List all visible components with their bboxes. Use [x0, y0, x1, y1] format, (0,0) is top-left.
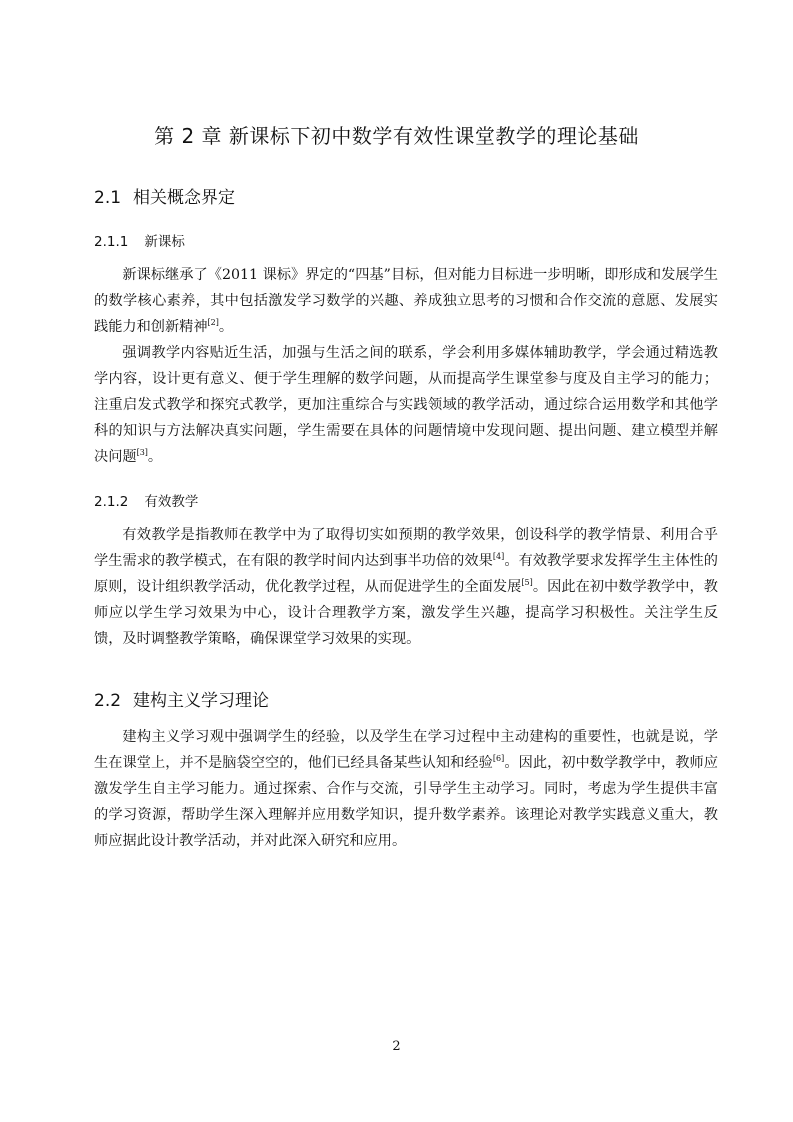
citation: [3]: [136, 448, 148, 457]
text-segment: 。: [147, 449, 163, 465]
paragraph: [94, 724, 718, 854]
citation: [4]: [492, 552, 505, 561]
subsection-title: 新课标: [144, 234, 185, 250]
text-segment: 新课标继承了《2011 课标》界定的“四基”目标，但对能力目标进一步明晰，即形成和发展学生的数学核心素养，其中包括激发学习数学的兴趣、养成独立思考的习惯和合作交流的意愿、发展实践能力和创新精神: [94, 267, 718, 335]
citation: [6]: [492, 754, 505, 763]
paragraph: [94, 262, 718, 340]
section-heading-2-1: [94, 186, 235, 210]
subsection-number: 2.1.1: [94, 234, 129, 250]
text-segment: 。因此在初中数学教学中，教师应以学生学习效果为中心，设计合理教学方案，激发学生兴趣，提高学习积极性。关注学生反馈，及时调整教学策略，确保课堂学习效果的实现。: [94, 579, 718, 647]
text-segment: 。: [218, 319, 234, 335]
text-segment: 强调教学内容贴近生活，加强与生活之间的联系，学会利用多媒体辅助教学，学会通过精选教学内容，设计更有意义、便于学生理解的数学问题，从而提高学生课堂参与度及自主学习的能力；注重启发式教学和探究式教学，更加注重综合与实践领域的教学活动，通过综合运用数学和其他学科的知识与方法解决真实问题，学生需要在具体的问题情境中发现问题、提出问题、建立模型并解决问题: [94, 345, 718, 465]
citation: [2]: [207, 318, 219, 327]
citation: [5]: [521, 578, 533, 587]
section-number: 2.2: [94, 691, 122, 711]
paragraph: [94, 522, 718, 652]
subsection-number: 2.1.2: [94, 494, 129, 510]
text-segment: 建构主义学习观中强调学生的经验，以及学生在学习过程中主动建构的重要性，也就是说，学生在课堂上，并不是脑袋空空的，他们已经具备某些认知和经验: [94, 729, 718, 771]
text-segment: 。有效教学要求发挥学生主体性的原则，设计组织教学活动，优化教学过程，从而促进学生的全面发展: [94, 553, 718, 595]
subsection-title: 有效教学: [144, 494, 199, 510]
section-number: 2.1: [94, 188, 122, 208]
section-heading-2-2: [94, 689, 269, 713]
section-title: 相关概念界定: [133, 188, 236, 208]
chapter-title: 第 2 章 新课标下初中数学有效性课堂教学的理论基础: [154, 124, 639, 148]
subsection-heading-2-1-1: [94, 232, 185, 252]
paragraph: [94, 340, 718, 470]
subsection-heading-2-1-2: [94, 492, 198, 512]
text-segment: 。因此，初中数学教学中，教师应激发学生自主学习能力。通过探索、合作与交流，引导学生主动学习。同时，考虑为学生提供丰富的学习资源，帮助学生深入理解并应用数学知识，提升数学素养。该理论对教学实践意义重大，教师应据此设计教学活动，并对此深入研究和应用。: [94, 755, 718, 849]
text-segment: 有效教学是指教师在教学中为了取得切实如预期的教学效果，创设科学的教学情景、利用合乎学生需求的教学模式，在有限的教学时间内达到事半功倍的效果: [94, 527, 718, 569]
page-number: 2: [392, 1039, 401, 1054]
section-title: 建构主义学习理论: [133, 691, 270, 711]
